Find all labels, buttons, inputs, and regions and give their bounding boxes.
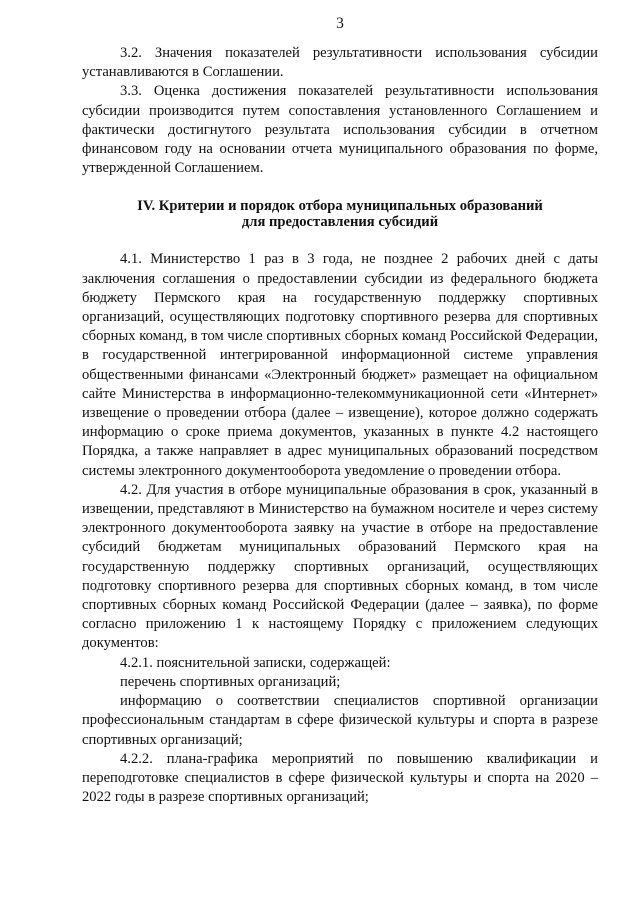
section-heading-line-1: IV. Критерии и порядок отбора муниципальных образований [137, 198, 543, 215]
paragraph-list-organizations: перечень спортивных организаций; [120, 673, 341, 690]
page-number: 3 [336, 15, 344, 32]
section-heading [82, 199, 598, 230]
paragraph-4-2-1: 4.2.1. пояснительной записки, содержащей: [120, 654, 391, 671]
section-heading-line-2: для предоставления субсидий [241, 213, 439, 230]
paragraph-specialists-info: информацию о соответствии специалистов спортивной организации профессиональным стандартам в сфере физической культуры и спорта в разрезе спортивных организаций; [82, 693, 598, 748]
paragraph-4-1: 4.1. Министерство 1 раз в 3 года, не позднее 2 рабочих дней с даты заключения соглашения о предоставлении субсидии из федерального бюджета бюджету Пермского края на государственную поддержку спортивных организаций, осуществляющих подготовку спортивного резерва для спортивных сборных команд, в том числе спортивных сборных команд Российской Федерации, в государственной интегрированной информационной системе управления общественными финансами «Электронный бюджет» размещает на официальном сайте Министерства в информационно-телекоммуникационной сети «Интернет» извещение о проведении отбора (далее – извещение), которое должно содержать информацию о сроке приема документов, указанных в пункте 4.2 настоящего Порядка, а также направляет в адрес муниципальных образований посредством системы электронного документооборота уведомление о проведении отбора. [82, 251, 598, 479]
paragraph-3-2: 3.2. Значения показателей результативности использования субсидии устанавливаются в Соглашении. [82, 45, 598, 81]
paragraph-4-2-2: 4.2.2. плана-графика мероприятий по повышению квалификации и переподготовке специалистов в сфере физической культуры и спорта на 2020 – 2022 годы в разрезе спортивных организаций; [82, 750, 598, 806]
paragraph-4-2: 4.2. Для участия в отборе муниципальные образования в срок, указанный в извещении, представляют в Министерство на бумажном носителе и через систему электронного документооборота заявку на участие в отборе на предоставление субсидий бюджетам муниципальных образований Пермского края на государственную поддержку спортивных организаций, осуществляющих подготовку спортивного резерва для спортивных сборных команд, в том числе спортивных сборных команд Российской Федерации (далее – заявка), по форме согласно приложению 1 к настоящему Порядку с приложением следующих документов: [82, 481, 598, 652]
paragraph-3-3: 3.3. Оценка достижения показателей результативности использования субсидии производится путем сопоставления установленного Соглашением и фактически достигнутого результата использования субсидии в отчетном финансовом году на основании отчета муниципального образования по форме, утвержденной Соглашением. [82, 83, 598, 177]
